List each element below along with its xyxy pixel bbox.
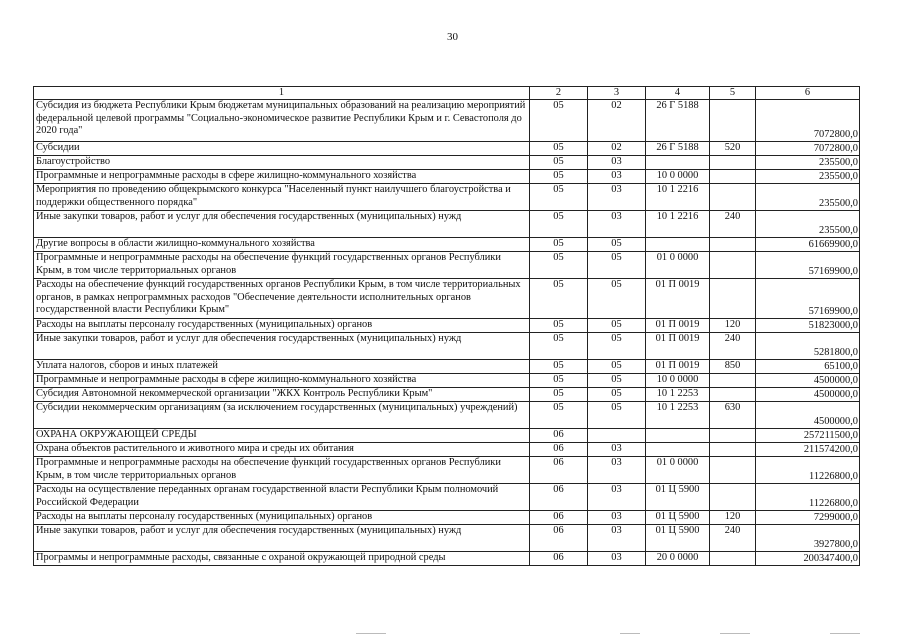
row-target-article-cell: 01 П 0019 xyxy=(646,319,710,333)
row-expense-type-cell: 630 xyxy=(710,402,756,429)
row-target-article-cell: 01 П 0019 xyxy=(646,333,710,360)
row-amount-cell: 7072800,0 xyxy=(756,100,860,142)
row-target-article-cell: 10 0 0000 xyxy=(646,170,710,184)
row-amount-cell: 5281800,0 xyxy=(756,333,860,360)
row-amount-cell: 235500,0 xyxy=(756,156,860,170)
row-section-cell: 05 xyxy=(530,211,588,238)
row-amount-cell: 200347400,0 xyxy=(756,552,860,566)
row-target-article-cell: 26 Г 5188 xyxy=(646,100,710,142)
row-section-cell: 06 xyxy=(530,525,588,552)
row-name-cell: Программы и непрограммные расходы, связанные с охраной окружающей природной среды xyxy=(34,552,530,566)
row-expense-type-cell: 240 xyxy=(710,333,756,360)
row-target-article-cell xyxy=(646,443,710,457)
budget-table-body xyxy=(34,87,860,566)
row-subsection-cell: 03 xyxy=(588,443,646,457)
row-amount-cell: 211574200,0 xyxy=(756,443,860,457)
row-amount-cell: 4500000,0 xyxy=(756,388,860,402)
row-amount-cell: 235500,0 xyxy=(756,170,860,184)
row-target-article-cell xyxy=(646,156,710,170)
row-amount-cell: 65100,0 xyxy=(756,360,860,374)
row-amount-cell: 61669900,0 xyxy=(756,238,860,252)
row-subsection-cell: 03 xyxy=(588,211,646,238)
budget-table xyxy=(33,86,860,566)
row-subsection-cell: 03 xyxy=(588,156,646,170)
row-subsection-cell: 03 xyxy=(588,525,646,552)
table-row xyxy=(34,374,860,388)
row-amount-cell: 51823000,0 xyxy=(756,319,860,333)
table-row xyxy=(34,457,860,484)
row-name-cell: Программные и непрограммные расходы в сфере жилищно-коммунального хозяйства xyxy=(34,170,530,184)
row-target-article-cell: 26 Г 5188 xyxy=(646,142,710,156)
page-number: 30 xyxy=(447,31,458,43)
row-subsection-cell: 05 xyxy=(588,238,646,252)
row-target-article-cell: 01 0 0000 xyxy=(646,252,710,279)
table-row xyxy=(34,429,860,443)
row-name-cell: Субсидия Автономной некоммерческой организации "ЖКХ Контроль Республики Крым" xyxy=(34,388,530,402)
row-section-cell: 06 xyxy=(530,457,588,484)
table-row xyxy=(34,552,860,566)
scan-artifact-line xyxy=(830,633,860,634)
row-amount-cell: 257211500,0 xyxy=(756,429,860,443)
row-expense-type-cell xyxy=(710,100,756,142)
row-target-article-cell: 10 1 2253 xyxy=(646,388,710,402)
row-expense-type-cell xyxy=(710,484,756,511)
row-name-cell: ОХРАНА ОКРУЖАЮЩЕЙ СРЕДЫ xyxy=(34,429,530,443)
row-expense-type-cell: 240 xyxy=(710,211,756,238)
table-row xyxy=(34,156,860,170)
table-row xyxy=(34,252,860,279)
row-section-cell: 06 xyxy=(530,484,588,511)
row-section-cell: 05 xyxy=(530,252,588,279)
row-amount-cell: 11226800,0 xyxy=(756,457,860,484)
row-amount-cell: 7299000,0 xyxy=(756,511,860,525)
row-subsection-cell xyxy=(588,429,646,443)
row-expense-type-cell xyxy=(710,238,756,252)
row-expense-type-cell xyxy=(710,184,756,211)
row-section-cell: 05 xyxy=(530,333,588,360)
row-section-cell: 05 xyxy=(530,360,588,374)
row-target-article-cell: 01 Ц 5900 xyxy=(646,525,710,552)
row-section-cell: 06 xyxy=(530,443,588,457)
row-target-article-cell: 10 1 2216 xyxy=(646,184,710,211)
row-section-cell: 05 xyxy=(530,402,588,429)
row-expense-type-cell xyxy=(710,552,756,566)
row-section-cell: 05 xyxy=(530,170,588,184)
table-row xyxy=(34,525,860,552)
row-expense-type-cell: 120 xyxy=(710,319,756,333)
row-name-cell: Субсидии некоммерческим организациям (за исключением государственных (муниципальных) учреждений) xyxy=(34,402,530,429)
row-amount-cell: 235500,0 xyxy=(756,184,860,211)
row-amount-cell: 57169900,0 xyxy=(756,252,860,279)
row-subsection-cell: 03 xyxy=(588,484,646,511)
row-target-article-cell xyxy=(646,429,710,443)
row-name-cell: Программные и непрограммные расходы в сфере жилищно-коммунального хозяйства xyxy=(34,374,530,388)
table-row xyxy=(34,484,860,511)
row-expense-type-cell xyxy=(710,457,756,484)
row-subsection-cell: 05 xyxy=(588,374,646,388)
row-target-article-cell: 20 0 0000 xyxy=(646,552,710,566)
row-subsection-cell: 03 xyxy=(588,170,646,184)
table-row xyxy=(34,279,860,319)
row-target-article-cell: 01 Ц 5900 xyxy=(646,511,710,525)
row-amount-cell: 7072800,0 xyxy=(756,142,860,156)
row-expense-type-cell xyxy=(710,252,756,279)
row-amount-cell: 11226800,0 xyxy=(756,484,860,511)
row-section-cell: 06 xyxy=(530,429,588,443)
row-section-cell: 05 xyxy=(530,100,588,142)
table-row xyxy=(34,211,860,238)
row-subsection-cell: 05 xyxy=(588,360,646,374)
row-target-article-cell: 01 0 0000 xyxy=(646,457,710,484)
row-amount-cell: 4500000,0 xyxy=(756,402,860,429)
row-expense-type-cell: 120 xyxy=(710,511,756,525)
row-target-article-cell: 01 П 0019 xyxy=(646,279,710,319)
row-target-article-cell: 10 1 2253 xyxy=(646,402,710,429)
row-name-cell: Иные закупки товаров, работ и услуг для обеспечения государственных (муниципальных) нужд xyxy=(34,211,530,238)
row-name-cell: Иные закупки товаров, работ и услуг для обеспечения государственных (муниципальных) нужд xyxy=(34,333,530,360)
row-subsection-cell: 03 xyxy=(588,184,646,211)
row-name-cell: Расходы на осуществление переданных органам государственной власти Республики Крым полномочий Российской Федерации xyxy=(34,484,530,511)
row-subsection-cell: 05 xyxy=(588,388,646,402)
row-subsection-cell: 05 xyxy=(588,319,646,333)
header-col-6: 6 xyxy=(756,87,860,100)
row-subsection-cell: 02 xyxy=(588,100,646,142)
row-expense-type-cell xyxy=(710,443,756,457)
row-expense-type-cell xyxy=(710,429,756,443)
row-section-cell: 05 xyxy=(530,156,588,170)
scan-artifact-line xyxy=(356,633,386,634)
row-expense-type-cell xyxy=(710,170,756,184)
header-col-5: 5 xyxy=(710,87,756,100)
table-row xyxy=(34,170,860,184)
header-col-2: 2 xyxy=(530,87,588,100)
row-expense-type-cell xyxy=(710,279,756,319)
table-row xyxy=(34,511,860,525)
row-expense-type-cell: 520 xyxy=(710,142,756,156)
row-section-cell: 06 xyxy=(530,511,588,525)
row-target-article-cell: 10 0 0000 xyxy=(646,374,710,388)
row-name-cell: Уплата налогов, сборов и иных платежей xyxy=(34,360,530,374)
table-row xyxy=(34,443,860,457)
row-expense-type-cell xyxy=(710,374,756,388)
row-section-cell: 06 xyxy=(530,552,588,566)
row-amount-cell: 57169900,0 xyxy=(756,279,860,319)
row-section-cell: 05 xyxy=(530,374,588,388)
table-row xyxy=(34,388,860,402)
row-target-article-cell: 01 П 0019 xyxy=(646,360,710,374)
row-expense-type-cell xyxy=(710,156,756,170)
row-name-cell: Охрана объектов растительного и животного мира и среды их обитания xyxy=(34,443,530,457)
row-subsection-cell: 05 xyxy=(588,333,646,360)
row-name-cell: Другие вопросы в области жилищно-коммунального хозяйства xyxy=(34,238,530,252)
table-row xyxy=(34,100,860,142)
row-name-cell: Программные и непрограммные расходы на обеспечение функций государственных органов Республики Крым, в том числе территориальных органов xyxy=(34,252,530,279)
scan-artifact-line xyxy=(620,633,640,634)
row-name-cell: Благоустройство xyxy=(34,156,530,170)
row-amount-cell: 3927800,0 xyxy=(756,525,860,552)
header-col-4: 4 xyxy=(646,87,710,100)
row-name-cell: Мероприятия по проведению общекрымского конкурса "Населенный пункт наилучшего благоустройства и поддержки общественного порядка" xyxy=(34,184,530,211)
row-section-cell: 05 xyxy=(530,388,588,402)
row-subsection-cell: 05 xyxy=(588,402,646,429)
table-row xyxy=(34,360,860,374)
row-expense-type-cell: 850 xyxy=(710,360,756,374)
row-name-cell: Программные и непрограммные расходы на обеспечение функций государственных органов Республики Крым, в том числе территориальных органов xyxy=(34,457,530,484)
table-row xyxy=(34,142,860,156)
row-name-cell: Иные закупки товаров, работ и услуг для обеспечения государственных (муниципальных) нужд xyxy=(34,525,530,552)
scan-artifact-line xyxy=(720,633,750,634)
row-section-cell: 05 xyxy=(530,184,588,211)
table-row xyxy=(34,319,860,333)
row-name-cell: Расходы на выплаты персоналу государственных (муниципальных) органов xyxy=(34,511,530,525)
row-target-article-cell xyxy=(646,238,710,252)
table-row xyxy=(34,333,860,360)
row-subsection-cell: 03 xyxy=(588,511,646,525)
row-section-cell: 05 xyxy=(530,238,588,252)
row-subsection-cell: 03 xyxy=(588,457,646,484)
table-row xyxy=(34,184,860,211)
row-subsection-cell: 05 xyxy=(588,252,646,279)
row-target-article-cell: 10 1 2216 xyxy=(646,211,710,238)
header-col-3: 3 xyxy=(588,87,646,100)
row-target-article-cell: 01 Ц 5900 xyxy=(646,484,710,511)
row-expense-type-cell: 240 xyxy=(710,525,756,552)
table-row xyxy=(34,402,860,429)
row-subsection-cell: 05 xyxy=(588,279,646,319)
row-name-cell: Субсидии xyxy=(34,142,530,156)
row-name-cell: Субсидия из бюджета Республики Крым бюджетам муниципальных образований на реализацию мероприятий федеральной целевой программы "Социально-экономическое развитие Республики Крым и г. Севастополя до 2020 года" xyxy=(34,100,530,142)
row-subsection-cell: 02 xyxy=(588,142,646,156)
row-section-cell: 05 xyxy=(530,279,588,319)
row-amount-cell: 235500,0 xyxy=(756,211,860,238)
row-section-cell: 05 xyxy=(530,142,588,156)
table-header-row xyxy=(34,87,860,100)
header-col-1: 1 xyxy=(34,87,530,100)
table-row xyxy=(34,238,860,252)
row-subsection-cell: 03 xyxy=(588,552,646,566)
row-name-cell: Расходы на обеспечение функций государственных органов Республики Крым, в том числе территориальных органов, в рамках непрограммных расходов "Обеспечение деятельности исполнительных органов государственной власти Республики Крым" xyxy=(34,279,530,319)
row-section-cell: 05 xyxy=(530,319,588,333)
row-name-cell: Расходы на выплаты персоналу государственных (муниципальных) органов xyxy=(34,319,530,333)
row-amount-cell: 4500000,0 xyxy=(756,374,860,388)
row-expense-type-cell xyxy=(710,388,756,402)
